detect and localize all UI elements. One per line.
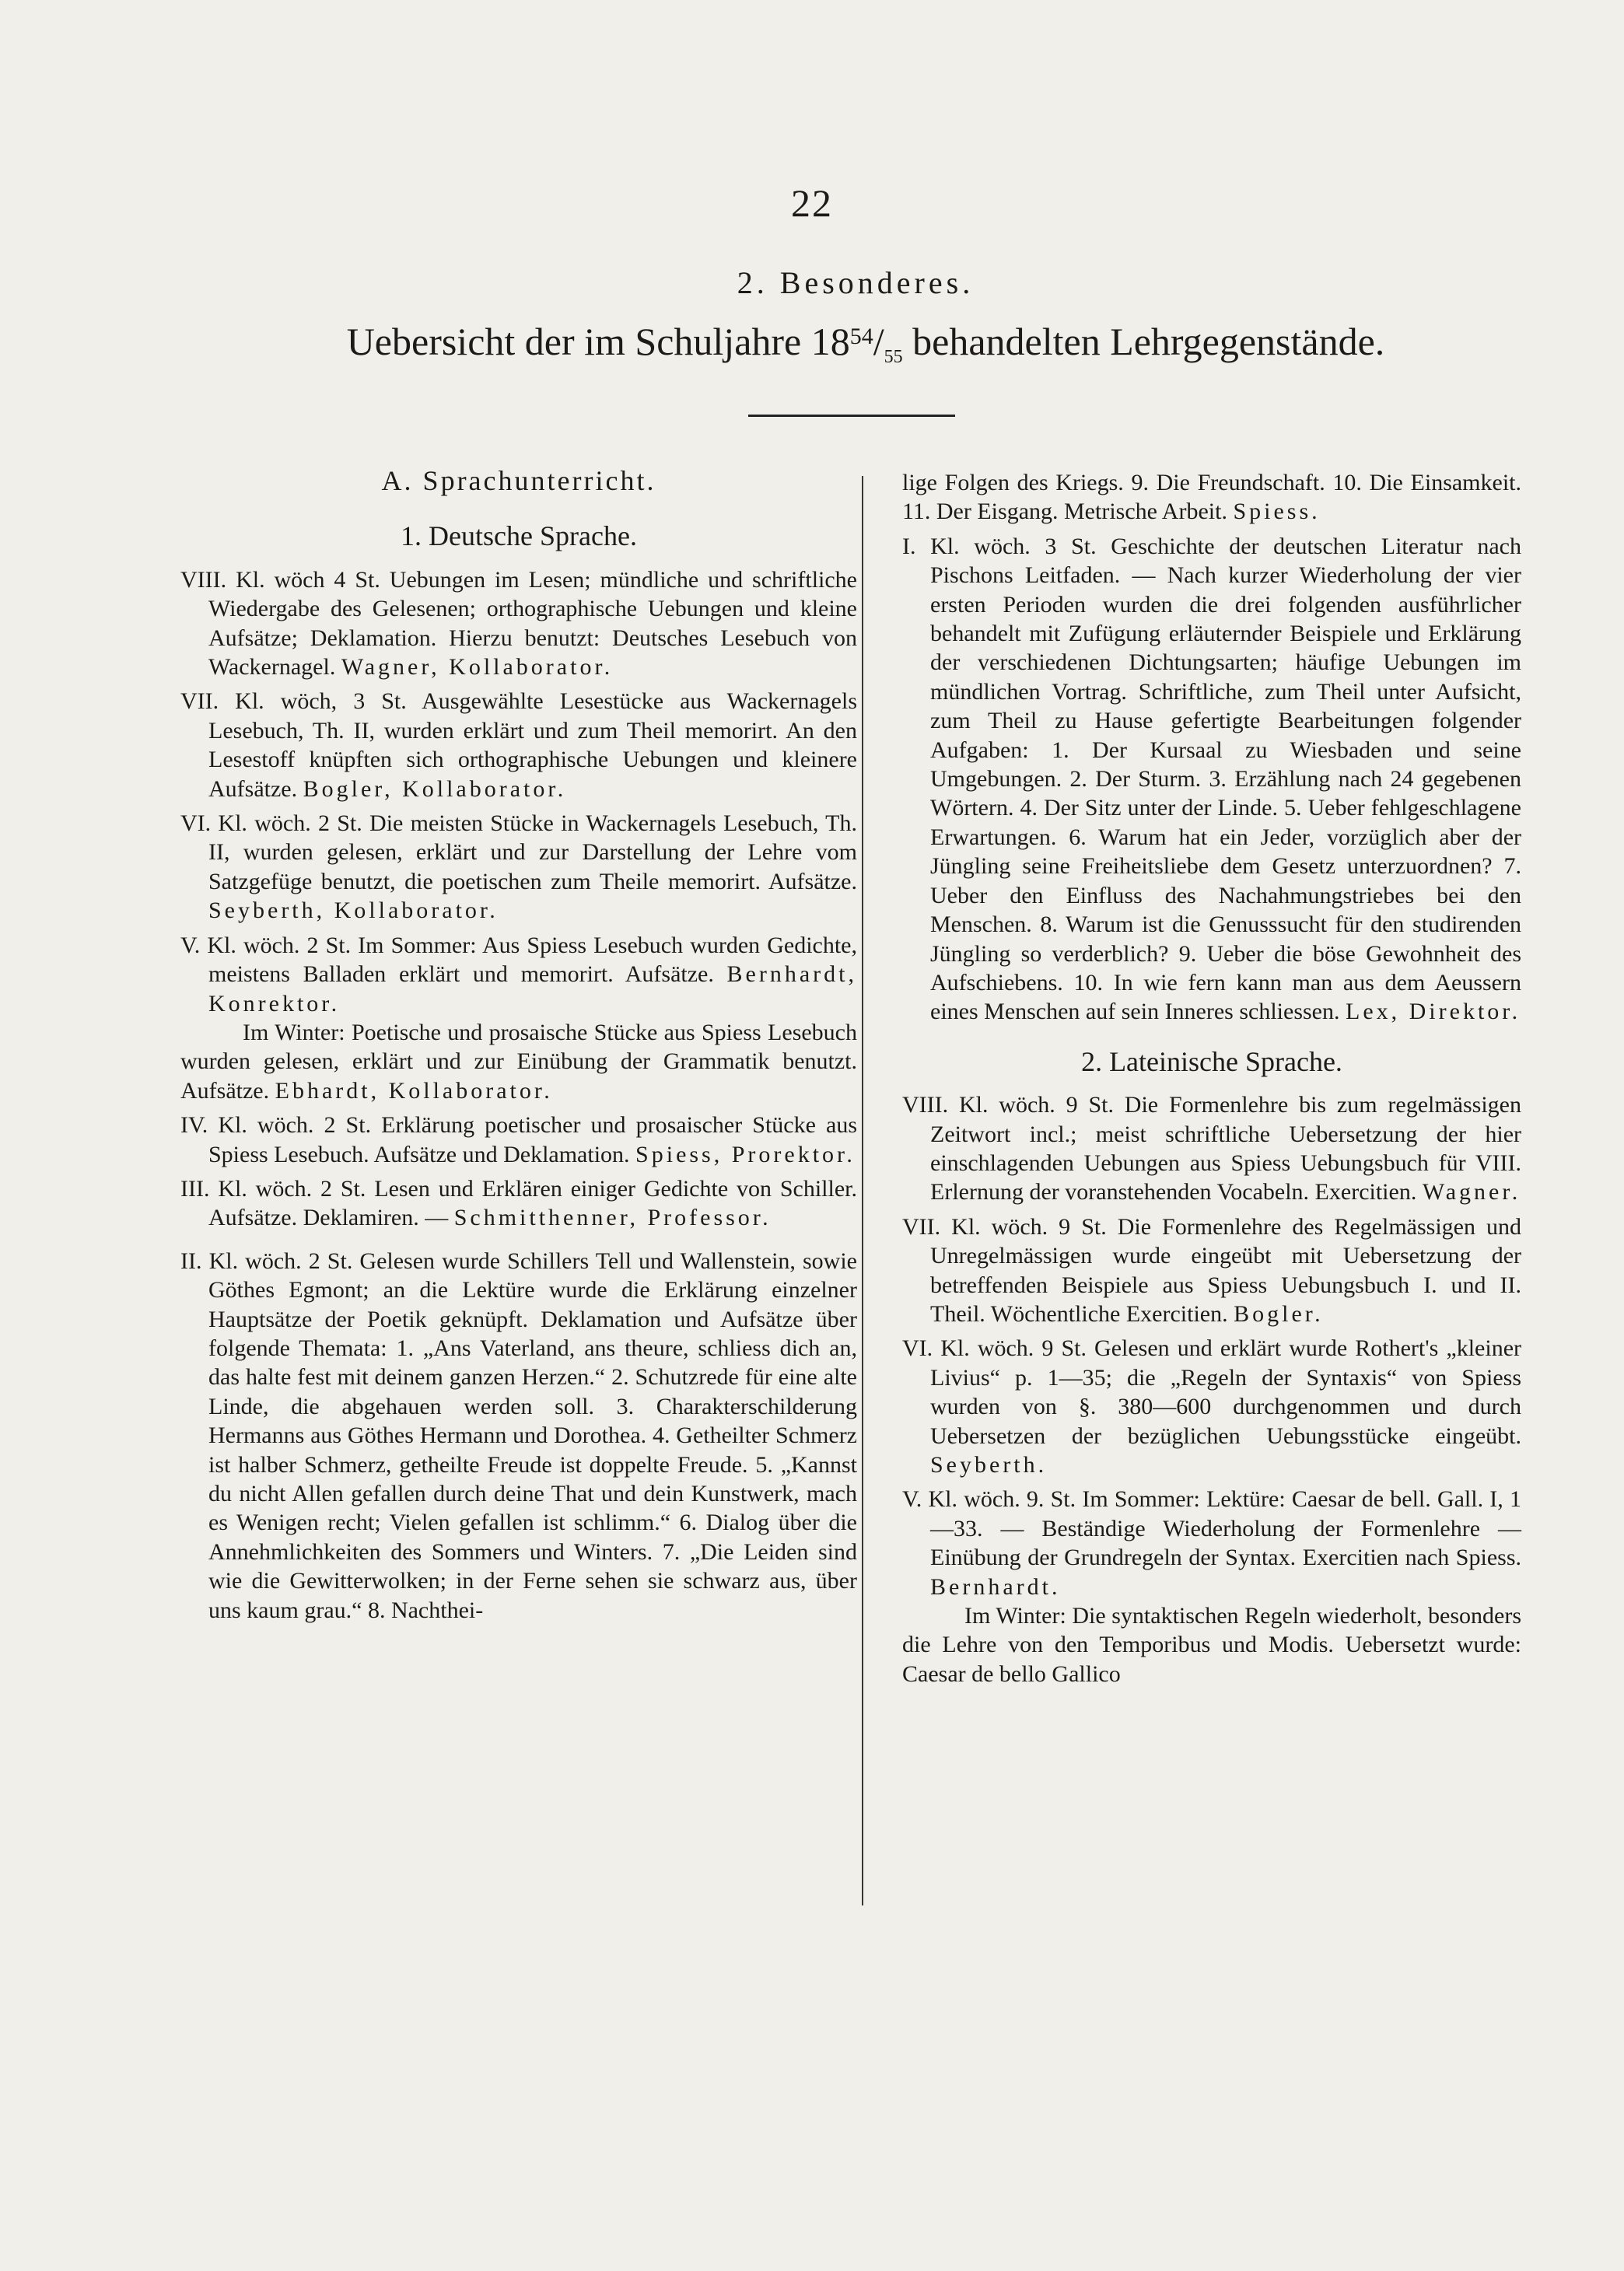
entry-text: VIII. Kl. wöch 4 St. Uebungen im Lesen; mündliche und schriftliche Wiedergabe des Gelesenen; orthographische Uebungen und kleine Aufsätze; Deklamation. Hierzu benutzt: Deutsches Lesebuch von Wackernagel.: [180, 566, 857, 681]
entry-teacher: Seyberth, Kollaborator.: [208, 898, 499, 924]
entry-v-latin: [902, 1485, 1521, 1601]
entry-ii-german: [180, 1247, 857, 1625]
entry-viii-german: [180, 565, 857, 682]
entry-vii-latin: [902, 1212, 1521, 1329]
entry-vi-latin: [902, 1334, 1521, 1479]
entry-vi-german: [180, 809, 857, 926]
entry-teacher: Bogler.: [1234, 1300, 1324, 1327]
entry-ii-german-continuation: [902, 468, 1521, 527]
column-divider: [862, 476, 863, 1905]
entry-teacher: Wagner.: [1422, 1179, 1521, 1205]
title-before: Uebersicht der im Schuljahre 18: [346, 320, 850, 363]
entry-teacher: Seyberth.: [930, 1452, 1048, 1478]
entry-text: VII. Kl. wöch, 3 St. Ausgewählte Lesestücke aus Wackernagels Lesebuch, Th. II, wurden erklärt und zum Theil memorirt. An den Lesestoff knüpften sich orthographische Uebungen und kleinere Aufsätze.: [180, 688, 857, 802]
page-title: [325, 319, 1406, 368]
german-heading: 1. Deutsche Sprache.: [401, 520, 637, 552]
title-after: behandelten Lehrgegenstände.: [902, 320, 1385, 363]
section-a-heading: A. Sprachunterricht.: [381, 465, 656, 496]
entry-teacher: Lex, Direktor.: [1346, 999, 1521, 1025]
right-column: [902, 467, 1521, 1694]
entry-teacher: Ebhardt, Kollaborator.: [275, 1077, 553, 1104]
entry-text: VIII. Kl. wöch. 9 St. Die Formenlehre bis zum regelmässigen Zeitwort incl.; meist schriftliche Uebersetzung der hier einschlagenden Uebungen aus Spiess Uebungsbuch für VIII. Erlernung der voranstehenden Vocabeln. Exercitien.: [902, 1092, 1521, 1205]
title-slash: /: [873, 320, 884, 363]
entry-text: IV. Kl. wöch. 2 St. Erklärung poetischer und prosaischer Stücke aus Spiess Lesebuch. Aufsätze und Deklamation.: [180, 1112, 857, 1167]
entry-text: lige Folgen des Kriegs. 9. Die Freundschaft. 10. Die Einsamkeit. 11. Der Eisgang. Metrische Arbeit.: [902, 470, 1521, 525]
entry-teacher: Bernhardt, Konrektor.: [208, 961, 858, 1017]
entry-v-german-winter: [180, 1018, 857, 1105]
entry-text: V. Kl. wöch. 9. St. Im Sommer: Lektüre: Caesar de bell. Gall. I, 1—33. — Beständige Wiederholung der Formenlehre — Einübung der Grundregeln der Syntax. Exercitien nach Spiess.: [902, 1486, 1521, 1571]
entry-v-german: [180, 931, 857, 1018]
entry-teacher: Spiess.: [1233, 499, 1321, 525]
entry-text: V. Kl. wöch. 2 St. Im Sommer: Aus Spiess Lesebuch wurden Gedichte, meistens Balladen erklärt und memorirt. Aufsätze.: [180, 932, 857, 988]
title-year-sup: 54: [849, 324, 873, 349]
entry-text: VI. Kl. wöch. 9 St. Gelesen und erklärt wurde Rothert's „kleiner Livius“ p. 1—35; die „Regeln der Syntaxis“ von Spiess wurden von §. 380—600 durchgenommen und durch Uebersetzen der bezüglichen Uebungsstücke eingeübt.: [902, 1335, 1521, 1449]
entry-text: II. Kl. wöch. 2 St. Gelesen wurde Schillers Tell und Wallenstein, sowie Göthes Egmont; an die Lektüre wurde die Erklärung einzelner Hauptsätze der Poetik geknüpft. Deklamation und Aufsätze über folgende Themata: 1. „Ans Vaterland, ans theure, schliess dich an, das halte fest mit deinem ganzen Herzen.“ 2. Schutzrede für eine alte Linde, die abgehauen werden soll. 3. Charakterschilderung Hermanns aus Göthes Hermann und Dorothea. 4. Getheilter Schmerz ist halber Schmerz, getheilte Freude ist doppelte Freude. 5. „Kannst du nicht Allen gefallen durch deine That und dein Kunstwerk, mach es Wenigen recht; Vielen gefallen ist schlimm.“ 6. Dialog über die Annehmlichkeiten des Sommers und Winters. 7. „Die Leiden sind wie die Gewitterwolken; in der Ferne sehen sie schwarz aus, über uns kaum grau.“ 8. Nachthei-: [180, 1247, 857, 1623]
entry-viii-latin: [902, 1090, 1521, 1207]
entry-i-german: [902, 532, 1521, 1027]
entry-text: VII. Kl. wöch. 9 St. Die Formenlehre des Regelmässigen und Unregelmässigen wurde eingeübt mit Uebersetzung der betreffenden Beispiele aus Spiess Uebungsbuch I. und II. Theil. Wöchentliche Exercitien.: [902, 1213, 1521, 1327]
page-number: 22: [791, 181, 833, 225]
title-rule: [748, 415, 955, 417]
entry-teacher: Schmitthenner, Professor.: [453, 1205, 772, 1231]
entry-text: Im Winter: Die syntaktischen Regeln wiederholt, besonders die Lehre von den Temporibus und Modis. Uebersetzt wurde: Caesar de bello Gallico: [902, 1603, 1521, 1687]
entry-teacher: Bernhardt.: [930, 1573, 1061, 1600]
entry-text: VI. Kl. wöch. 2 St. Die meisten Stücke in Wackernagels Lesebuch, Th. II, wurden gelesen, erklärt und zur Darstellung der Lehre vom Satzgefüge benutzt, die poetischen zum Theile memorirt. Aufsätze.: [180, 810, 857, 894]
entry-teacher: Bogler, Kollaborator.: [303, 775, 567, 802]
entry-text: III. Kl. wöch. 2 St. Lesen und Erklären einiger Gedichte von Schiller. Aufsätze. Deklamiren. —: [180, 1175, 857, 1231]
entry-text: Im Winter: Poetische und prosaische Stücke aus Spiess Lesebuch wurden gelesen, erklärt und zur Einübung der Grammatik benutzt. Aufsätze.: [180, 1019, 857, 1104]
entry-vii-german: [180, 687, 857, 803]
entry-teacher: Wagner, Kollaborator.: [341, 654, 614, 681]
entry-teacher: Spiess, Prorektor.: [635, 1141, 856, 1167]
section-heading: 2. Besonderes.: [737, 265, 975, 300]
entry-iii-german: [180, 1174, 857, 1233]
left-column: [180, 467, 857, 1630]
latin-heading: 2. Lateinische Sprache.: [1081, 1045, 1342, 1077]
entry-iv-german: [180, 1111, 857, 1169]
entry-text: I. Kl. wöch. 3 St. Geschichte der deutschen Literatur nach Pischons Leitfaden. — Nach kurzer Wiederholung der vier ersten Perioden wurden die drei folgenden ausführlicher behandelt mit Zufügung erläuternder Beispiele und Erklärung der verschiedenen Dichtungsarten; häufige Uebungen im mündlichen Vortrag. Schriftliche, zum Theil unter Aufsicht, zum Theil zu Hause gefertigte Bearbeitungen folgender Aufgaben: 1. Der Kursaal zu Wiesbaden und seine Umgebungen. 2. Der Sturm. 3. Erzählung nach 24 gegebenen Wörtern. 4. Der Sitz unter der Linde. 5. Ueber fehlgeschlagene Erwartungen. 6. Warum hat ein Jeder, vorzüglich aber der Jüngling seine Freiheitsliebe dem Gesetz unterzuordnen? 7. Ueber den Einfluss des Nachahmungstriebes bei den Menschen. 8. Warum ist die Genusssucht für den studirenden Jüngling so verderblich? 9. Ueber die böse Gewohnheit des Aufschiebens. 10. In wie fern kann man aus dem Aeussern eines Menschen auf sein Inneres schliessen.: [902, 533, 1521, 1025]
entry-v-latin-winter: [902, 1601, 1521, 1688]
title-year-sub: 55: [884, 347, 903, 367]
